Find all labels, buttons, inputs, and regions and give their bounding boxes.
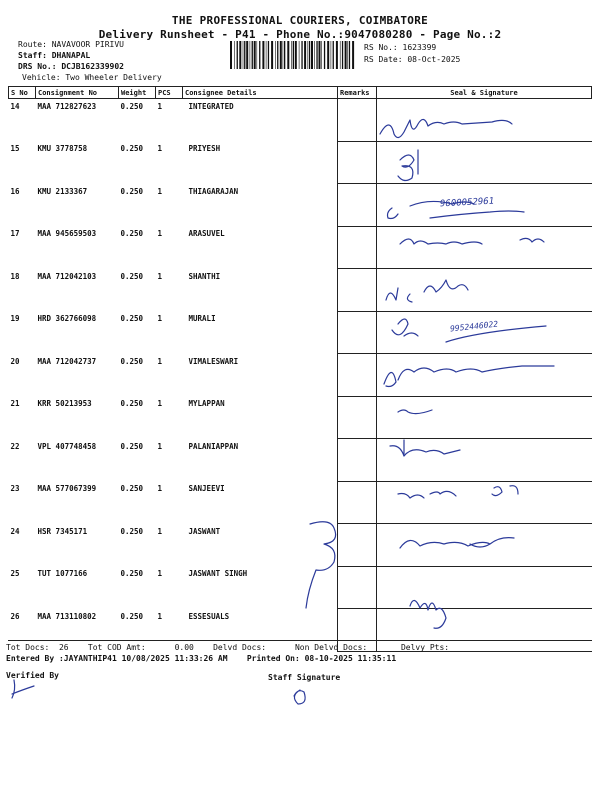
- cell-weight: 0.250: [120, 356, 144, 366]
- col-pcs: PCS: [156, 87, 183, 99]
- handwritten-phone-row16: 9600052961: [439, 196, 495, 210]
- cell-pcs: 1: [157, 314, 163, 323]
- cell-weight: 0.250: [120, 611, 144, 621]
- company-title: THE PROFESSIONAL COURIERS, COIMBATORE: [171, 14, 429, 27]
- cell-consignee: VIMALESWARI: [188, 356, 239, 366]
- cell-pcs: 1: [157, 399, 163, 408]
- cell-weight: 0.250: [120, 526, 144, 536]
- cell-sno: 18: [10, 271, 20, 281]
- cell-sno: 17: [10, 229, 20, 238]
- vehicle-label: Vehicle: Two Wheeler Delivery: [22, 73, 162, 82]
- cell-weight: 0.250: [120, 569, 144, 578]
- drs-number: DRS No.: DCJB162339902: [18, 62, 124, 71]
- cell-pcs: 1: [157, 144, 163, 153]
- col-signature: Seal & Signature: [377, 87, 592, 99]
- rs-number: RS No.: 1623399: [364, 43, 437, 52]
- cell-weight: 0.250: [120, 314, 144, 323]
- cell-consignee: PRIYESH: [188, 144, 221, 153]
- cell-consignee: INTEGRATED: [188, 102, 234, 111]
- cell-consignee: PALANIAPPAN: [188, 441, 239, 451]
- cell-consignee: THIAGARAJAN: [188, 186, 239, 196]
- cell-consignee: MURALI: [188, 314, 216, 323]
- staff-label: Staff: DHANAPAL: [18, 51, 91, 60]
- cell-consignee: ESSESUALS: [188, 611, 230, 621]
- cell-weight: 0.250: [120, 399, 144, 408]
- cell-consignment-no: HSR 7345171: [37, 526, 88, 536]
- cell-pcs: 1: [157, 526, 163, 536]
- cell-pcs: 1: [157, 569, 163, 578]
- cell-consignment-no: MAA 712042103: [37, 271, 97, 281]
- cell-consignee: SANJEEVI: [188, 484, 225, 493]
- runsheet-subtitle: Delivery Runsheet - P41 - Phone No.:9047080280 - Page No.:2: [98, 28, 502, 41]
- cell-sno: 14: [10, 102, 20, 111]
- cell-pcs: 1: [157, 356, 163, 366]
- cell-consignee: JASWANT: [188, 526, 221, 536]
- cell-consignment-no: MAA 945659503: [37, 229, 97, 238]
- cell-consignee: SHANTHI: [188, 271, 221, 281]
- cell-weight: 0.250: [120, 102, 144, 111]
- cell-consignment-no: VPL 407748458: [37, 441, 97, 451]
- cell-sno: 26: [10, 611, 20, 621]
- col-weight: Weight: [119, 87, 156, 99]
- cell-consignment-no: HRD 362766098: [37, 314, 97, 323]
- cell-sno: 21: [10, 399, 20, 408]
- cell-consignment-no: MAA 712042737: [37, 356, 97, 366]
- cell-sno: 25: [10, 569, 20, 578]
- cell-sno: 20: [10, 356, 20, 366]
- cell-pcs: 1: [157, 186, 163, 196]
- cell-consignment-no: TUT 1077166: [37, 569, 88, 578]
- route-label: Route: NAVAVOOR PIRIVU: [18, 40, 124, 49]
- cell-weight: 0.250: [120, 229, 144, 238]
- cell-consignment-no: KMU 2133367: [37, 186, 88, 196]
- cell-consignee: ARASUVEL: [188, 229, 225, 238]
- cell-pcs: 1: [157, 484, 163, 493]
- cell-consignee: MYLAPPAN: [188, 399, 225, 408]
- col-remarks: Remarks: [338, 87, 377, 99]
- cell-pcs: 1: [157, 271, 163, 281]
- cell-weight: 0.250: [120, 144, 144, 153]
- cell-sno: 22: [10, 441, 20, 451]
- entered-by-line: Entered By :JAYANTHIP41 10/08/2025 11:33:26 AM Printed On: 08-10-2025 11:35:11: [6, 654, 397, 663]
- cell-pcs: 1: [157, 102, 163, 111]
- cell-weight: 0.250: [120, 186, 144, 196]
- cell-sno: 24: [10, 526, 20, 536]
- cell-sno: 16: [10, 186, 20, 196]
- cell-consignment-no: KMU 3778758: [37, 144, 88, 153]
- cell-pcs: 1: [157, 611, 163, 621]
- cell-consignment-no: MAA 713110802: [37, 611, 97, 621]
- cell-consignment-no: MAA 577067399: [37, 484, 97, 493]
- cell-weight: 0.250: [120, 441, 144, 451]
- staff-signature-label: Staff Signature: [268, 673, 341, 682]
- col-consignment: Consignment No: [36, 87, 119, 99]
- cell-consignment-no: KRR 50213953: [37, 399, 92, 408]
- cell-weight: 0.250: [120, 271, 144, 281]
- cell-consignee: JASWANT SINGH: [188, 569, 248, 578]
- cell-consignment-no: MAA 712827623: [37, 102, 97, 111]
- cell-pcs: 1: [157, 441, 163, 451]
- cell-pcs: 1: [157, 229, 163, 238]
- cell-sno: 19: [10, 314, 20, 323]
- col-consignee: Consignee Details: [183, 87, 338, 99]
- cell-sno: 15: [10, 144, 20, 153]
- totals-line: Tot Docs: 26 Tot COD Amt: 0.00 Delvd Docs: Non Delvd Docs: Delvy Pts:: [6, 643, 450, 652]
- footer-divider: [8, 640, 592, 641]
- handwritten-phone-row19: 9952446022: [449, 319, 499, 334]
- verified-by-label: Verified By: [6, 671, 59, 680]
- cell-weight: 0.250: [120, 484, 144, 493]
- cell-sno: 23: [10, 484, 20, 493]
- col-sno: S No: [9, 87, 36, 99]
- rs-date: RS Date: 08-Oct-2025: [364, 55, 461, 64]
